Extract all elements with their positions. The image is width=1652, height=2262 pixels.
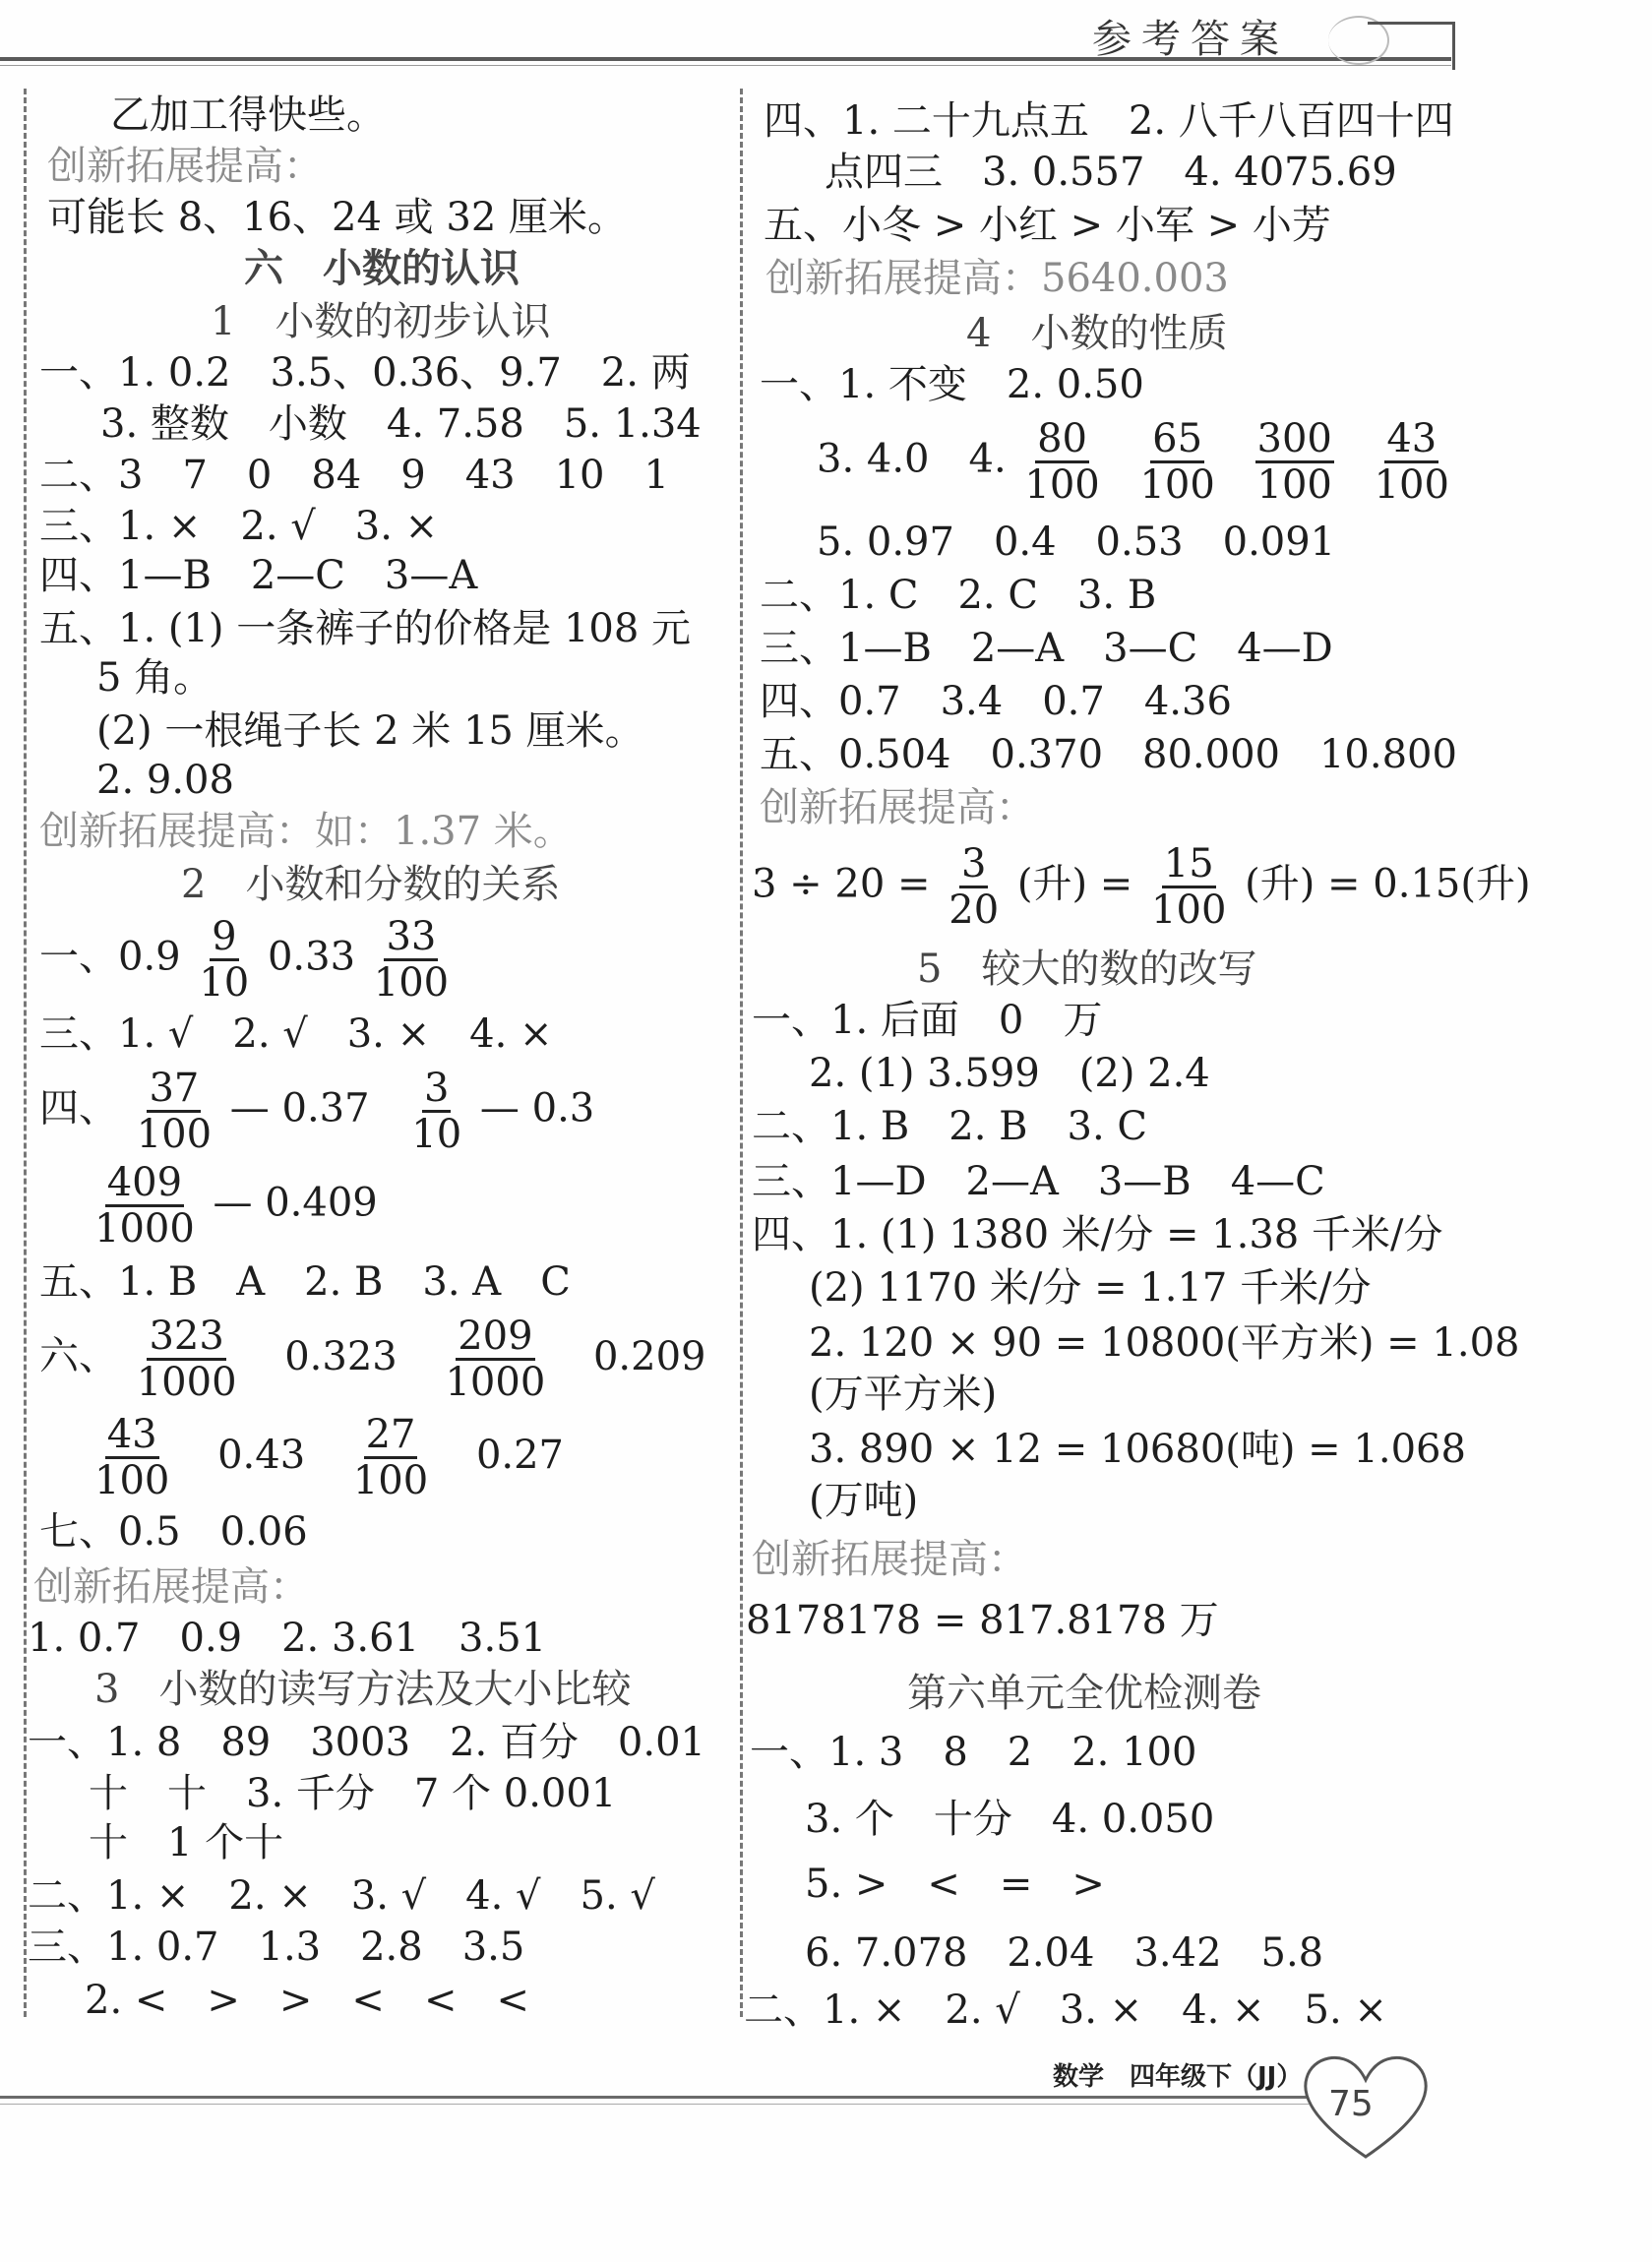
answer-text: — 0.3 bbox=[479, 1085, 595, 1131]
answer-line: 五、1. (1) 一条裤子的价格是 108 元 bbox=[39, 606, 692, 651]
answer-line-fractions bbox=[89, 1413, 564, 1502]
answer-line: 5. 0.97 0.4 0.53 0.091 bbox=[817, 520, 1336, 565]
numerator: 65 bbox=[1152, 416, 1203, 461]
numerator: 15 bbox=[1163, 841, 1214, 886]
answer-line: (万平方米) bbox=[809, 1372, 998, 1417]
numerator: 33 bbox=[386, 914, 437, 959]
answer-text: 六、 bbox=[39, 1333, 118, 1379]
extension-heading: 创新拓展提高： bbox=[752, 1537, 1027, 1582]
numerator: 80 bbox=[1037, 416, 1087, 461]
answer-line: 可能长 8、16、24 或 32 厘米。 bbox=[47, 195, 628, 240]
answer-line: 五、0.504 0.370 80.000 10.800 bbox=[760, 732, 1457, 777]
answer-line-fractions bbox=[89, 1161, 378, 1251]
answer-line: 三、1—B 2—A 3—C 4—D bbox=[760, 626, 1333, 671]
fraction bbox=[445, 1314, 545, 1404]
answer-line: 四、0.7 3.4 0.7 4.36 bbox=[760, 679, 1232, 724]
section-title: 5 较大的数的改写 bbox=[917, 947, 1257, 992]
denominator: 100 bbox=[1024, 462, 1100, 508]
denominator: 20 bbox=[948, 887, 1000, 933]
answer-line: 2. 9.08 bbox=[96, 758, 234, 803]
unit-title: 六 小数的认识 bbox=[244, 245, 520, 291]
numerator: 209 bbox=[458, 1314, 533, 1359]
answer-line: 三、1—D 2—A 3—B 4—C bbox=[752, 1159, 1325, 1204]
answer-line: 3. 890 × 12 = 10680(吨) = 1.068 bbox=[809, 1427, 1466, 1472]
answer-line: 四、1. 二十九点五 2. 八千八百四十四 bbox=[764, 98, 1454, 144]
numerator: 43 bbox=[106, 1412, 157, 1457]
answer-text: — 0.37 bbox=[229, 1085, 370, 1131]
section-title: 3 小数的读写方法及大小比较 bbox=[94, 1667, 632, 1712]
fraction bbox=[94, 1413, 169, 1502]
denominator: 1000 bbox=[445, 1360, 546, 1405]
numerator: 3 bbox=[424, 1066, 450, 1111]
denominator: 100 bbox=[136, 1112, 213, 1157]
answer-line-fractions bbox=[39, 1067, 594, 1156]
denominator: 100 bbox=[1256, 462, 1332, 508]
answer-line: 十 十 3. 千分 7 个 0.001 bbox=[89, 1771, 617, 1816]
section-title: 4 小数的性质 bbox=[966, 311, 1228, 356]
answer-text: (升) = bbox=[1016, 861, 1133, 907]
numerator: 43 bbox=[1386, 416, 1438, 461]
extension-line: 创新拓展提高：5640.003 bbox=[765, 256, 1229, 301]
header-corner-frame bbox=[1368, 22, 1455, 70]
denominator: 1000 bbox=[136, 1360, 237, 1405]
answer-text: 0.33 bbox=[267, 934, 356, 980]
left-margin-divider bbox=[24, 89, 27, 2017]
answer-line: 5. > < = > bbox=[805, 1862, 1105, 1907]
footer-rule-thin bbox=[0, 2104, 1309, 2105]
answer-line: 四、1—B 2—C 3—A bbox=[39, 553, 478, 598]
fraction bbox=[353, 1413, 428, 1502]
answer-line: 2. < > > < < < bbox=[85, 1978, 529, 2023]
fraction bbox=[411, 1067, 461, 1156]
denominator: 100 bbox=[1151, 887, 1227, 933]
answer-text: 3. 4.0 4. bbox=[817, 436, 1007, 482]
answer-line-fractions bbox=[39, 1314, 706, 1404]
answer-text: — 0.409 bbox=[213, 1180, 378, 1226]
footer-rule bbox=[0, 2096, 1309, 2099]
answer-line: 七、0.5 0.06 bbox=[39, 1509, 308, 1555]
answer-text: 3 ÷ 20 = bbox=[752, 861, 931, 907]
fraction bbox=[1024, 417, 1099, 507]
answer-line: 二、3 7 0 84 9 43 10 1 bbox=[39, 453, 669, 498]
numerator: 3 bbox=[960, 841, 987, 886]
page-header-title: 参考答案 bbox=[1092, 17, 1289, 62]
numerator: 409 bbox=[106, 1160, 183, 1205]
denominator: 1000 bbox=[94, 1206, 195, 1252]
denominator: 100 bbox=[1139, 462, 1215, 508]
fraction bbox=[948, 842, 999, 932]
answer-line: 2. (1) 3.599 (2) 2.4 bbox=[809, 1051, 1210, 1096]
answer-line: 一、1. 3 8 2 2. 100 bbox=[750, 1730, 1197, 1775]
answer-line: 二、1. B 2. B 3. C bbox=[752, 1104, 1148, 1149]
denominator: 10 bbox=[199, 960, 250, 1006]
extension-heading: 创新拓展提高： bbox=[760, 785, 1035, 830]
extension-heading: 创新拓展提高： bbox=[33, 1564, 309, 1610]
denominator: 10 bbox=[411, 1112, 462, 1157]
answer-line: 十 1 个十 bbox=[89, 1820, 284, 1865]
numerator: 27 bbox=[365, 1412, 416, 1457]
test-title: 第六单元全优检测卷 bbox=[907, 1671, 1261, 1716]
fraction bbox=[199, 915, 249, 1005]
denominator: 100 bbox=[373, 960, 450, 1006]
answer-line: 3. 整数 小数 4. 7.58 5. 1.34 bbox=[100, 401, 702, 447]
answer-line: 一、1. 后面 0 万 bbox=[752, 998, 1103, 1043]
answer-line: (2) 1170 米/分 = 1.17 千米/分 bbox=[809, 1265, 1372, 1311]
extension-heading: 创新拓展提高： bbox=[47, 144, 323, 189]
answer-text: (升) = 0.15(升) bbox=[1245, 861, 1531, 907]
answer-line: 二、1. × 2. √ 3. × 4. × 5. × bbox=[744, 1987, 1387, 2033]
numerator: 300 bbox=[1256, 416, 1332, 461]
answer-line: 2. 120 × 90 = 10800(平方米) = 1.08 bbox=[809, 1320, 1520, 1366]
answer-line: 三、1. × 2. √ 3. × bbox=[39, 504, 439, 549]
answer-text: 0.43 bbox=[217, 1432, 306, 1478]
denominator: 100 bbox=[94, 1458, 170, 1503]
answer-text: 0.209 bbox=[592, 1333, 706, 1379]
answer-text: 0.27 bbox=[475, 1432, 564, 1478]
answer-line: 6. 7.078 2.04 3.42 5.8 bbox=[805, 1930, 1324, 1976]
answer-line: 五、1. B A 2. B 3. A C bbox=[39, 1259, 571, 1305]
fraction bbox=[1151, 842, 1226, 932]
numerator: 323 bbox=[149, 1314, 224, 1359]
answer-line: (万吨) bbox=[809, 1478, 919, 1523]
answer-line: 二、1. C 2. C 3. B bbox=[760, 573, 1157, 618]
numerator: 37 bbox=[149, 1066, 200, 1111]
fraction bbox=[1375, 417, 1449, 507]
header-rule-thin bbox=[0, 65, 1451, 66]
answer-line: 乙加工得快些。 bbox=[110, 92, 386, 138]
fraction bbox=[94, 1161, 195, 1251]
answer-line: 四、1. (1) 1380 米/分 = 1.38 千米/分 bbox=[752, 1212, 1443, 1257]
denominator: 100 bbox=[1374, 462, 1449, 508]
answer-line: 1. 0.7 0.9 2. 3.61 3.51 bbox=[28, 1616, 547, 1661]
section-title: 2 小数和分数的关系 bbox=[181, 862, 561, 907]
fraction bbox=[1255, 417, 1334, 507]
answer-line: 五、小冬 > 小红 > 小军 > 小芳 bbox=[764, 203, 1331, 248]
answer-line: 一、1. 0.2 3.5、0.36、9.7 2. 两 bbox=[39, 350, 691, 396]
answer-line: 一、1. 8 89 3003 2. 百分 0.01 bbox=[28, 1720, 705, 1765]
answer-text: 四、 bbox=[39, 1085, 118, 1131]
answer-line-fractions bbox=[752, 842, 1531, 932]
footer-subject: 数学 四年级下（JJ） bbox=[1053, 2062, 1303, 2092]
answer-line: 三、1. √ 2. √ 3. × 4. × bbox=[39, 1011, 553, 1057]
answer-line: 二、1. × 2. × 3. √ 4. √ 5. √ bbox=[28, 1873, 655, 1919]
answer-line-fractions bbox=[39, 915, 455, 1005]
section-title: 1 小数的初步认识 bbox=[211, 299, 551, 344]
answer-line: 点四三 3. 0.557 4. 4075.69 bbox=[825, 150, 1397, 195]
answer-line: 5 角。 bbox=[96, 655, 214, 701]
answer-line: 三、1. 0.7 1.3 2.8 3.5 bbox=[28, 1925, 525, 1970]
column-divider bbox=[740, 89, 743, 2017]
fraction bbox=[374, 915, 449, 1005]
answer-line: (2) 一根绳子长 2 米 15 厘米。 bbox=[96, 708, 644, 754]
extension-line: 创新拓展提高：如：1.37 米。 bbox=[39, 809, 573, 854]
answer-line-fractions bbox=[817, 417, 1455, 507]
answer-line: 一、1. 不变 2. 0.50 bbox=[760, 362, 1144, 407]
denominator: 100 bbox=[352, 1458, 429, 1503]
numerator: 9 bbox=[212, 914, 237, 959]
answer-text: 0.323 bbox=[284, 1333, 398, 1379]
answer-line: 3. 个 十分 4. 0.050 bbox=[805, 1797, 1215, 1842]
answer-line: 8178178 = 817.8178 万 bbox=[746, 1598, 1219, 1643]
fraction bbox=[137, 1067, 212, 1156]
page-number: 75 bbox=[1328, 2084, 1374, 2124]
answer-text: 一、0.9 bbox=[39, 934, 181, 980]
fraction bbox=[137, 1314, 237, 1404]
fraction bbox=[1139, 417, 1214, 507]
